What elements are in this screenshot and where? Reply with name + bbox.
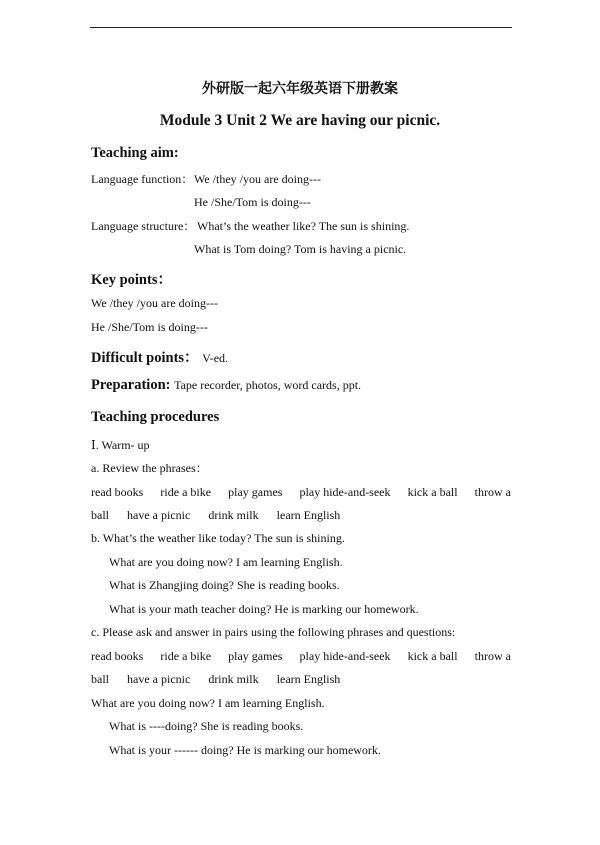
warm-up-label: Ⅰ. Warm- up bbox=[91, 438, 150, 452]
section-c-line-2: What is ----doing? She is reading books. bbox=[109, 719, 304, 733]
phrase: have a picnic bbox=[127, 508, 191, 522]
language-structure-line-1: What’s the weather like? The sun is shining. bbox=[197, 219, 410, 233]
phrase: kick a ball bbox=[407, 649, 458, 663]
preparation-value: Tape recorder, photos, word cards, ppt. bbox=[174, 378, 362, 392]
section-b-line-2: What is Zhangjing doing? She is reading books. bbox=[109, 578, 340, 592]
phrase: play hide-and-seek bbox=[299, 649, 391, 663]
phrase: read books bbox=[91, 485, 144, 499]
key-point-1: We /they /you are doing--- bbox=[91, 296, 218, 310]
language-structure-label: Language structure： bbox=[91, 219, 196, 233]
phrase: have a picnic bbox=[127, 672, 191, 686]
section-c-line-3: What is your ------ doing? He is marking our homework. bbox=[109, 743, 381, 757]
phrase: throw a bbox=[474, 485, 511, 499]
section-b-line-1: What are you doing now? I am learning English. bbox=[109, 555, 343, 569]
difficult-points-heading: Difficult points： bbox=[91, 350, 199, 366]
language-function-line-2: He /She/Tom is doing--- bbox=[194, 195, 311, 209]
phrase: play games bbox=[228, 485, 283, 499]
phrase: ride a bike bbox=[160, 485, 212, 499]
phrases-row-1-c bbox=[91, 649, 511, 664]
section-b-line-3: What is your math teacher doing? He is marking our homework. bbox=[109, 602, 419, 616]
phrase: learn English bbox=[276, 508, 341, 522]
phrase: ball bbox=[91, 672, 109, 686]
phrase: ride a bike bbox=[160, 649, 212, 663]
language-function-label: Language function： bbox=[91, 172, 194, 186]
phrases-row-2-c bbox=[91, 672, 355, 687]
phrase: learn English bbox=[276, 672, 341, 686]
phrase: read books bbox=[91, 649, 144, 663]
phrase: play hide-and-seek bbox=[299, 485, 391, 499]
language-function-line-1: We /they /you are doing--- bbox=[194, 172, 321, 186]
preparation-heading: Preparation: bbox=[91, 377, 171, 393]
phrase: ball bbox=[91, 508, 109, 522]
phrases-row-1 bbox=[91, 485, 511, 500]
phrases-row-2 bbox=[91, 508, 355, 523]
difficult-points-value: V-ed. bbox=[202, 351, 229, 365]
header-rule bbox=[90, 27, 512, 28]
section-a-label: a. Review the phrases： bbox=[91, 461, 208, 475]
document-title-chinese: 外研版一起六年级英语下册教案 bbox=[202, 81, 398, 97]
phrase: drink milk bbox=[208, 672, 259, 686]
phrase: drink milk bbox=[208, 508, 259, 522]
section-b-label: b. What’s the weather like today? The sun is shining. bbox=[91, 531, 345, 545]
difficult-points bbox=[91, 346, 228, 367]
preparation bbox=[91, 377, 361, 394]
language-structure-line-2: What is Tom doing? Tom is having a picnic. bbox=[194, 242, 407, 256]
phrase: play games bbox=[228, 649, 283, 663]
key-points-heading: Key points： bbox=[91, 272, 172, 288]
section-c-label: c. Please ask and answer in pairs using the following phrases and questions: bbox=[91, 625, 456, 639]
teaching-procedures-heading: Teaching procedures bbox=[91, 409, 220, 425]
teaching-aim-heading: Teaching aim: bbox=[91, 145, 179, 161]
phrase: throw a bbox=[474, 649, 511, 663]
key-point-2: He /She/Tom is doing--- bbox=[91, 320, 208, 334]
document-title-english: Module 3 Unit 2 We are having our picnic. bbox=[159, 112, 441, 129]
section-c-line-1: What are you doing now? I am learning English. bbox=[91, 696, 325, 710]
phrase: kick a ball bbox=[407, 485, 458, 499]
